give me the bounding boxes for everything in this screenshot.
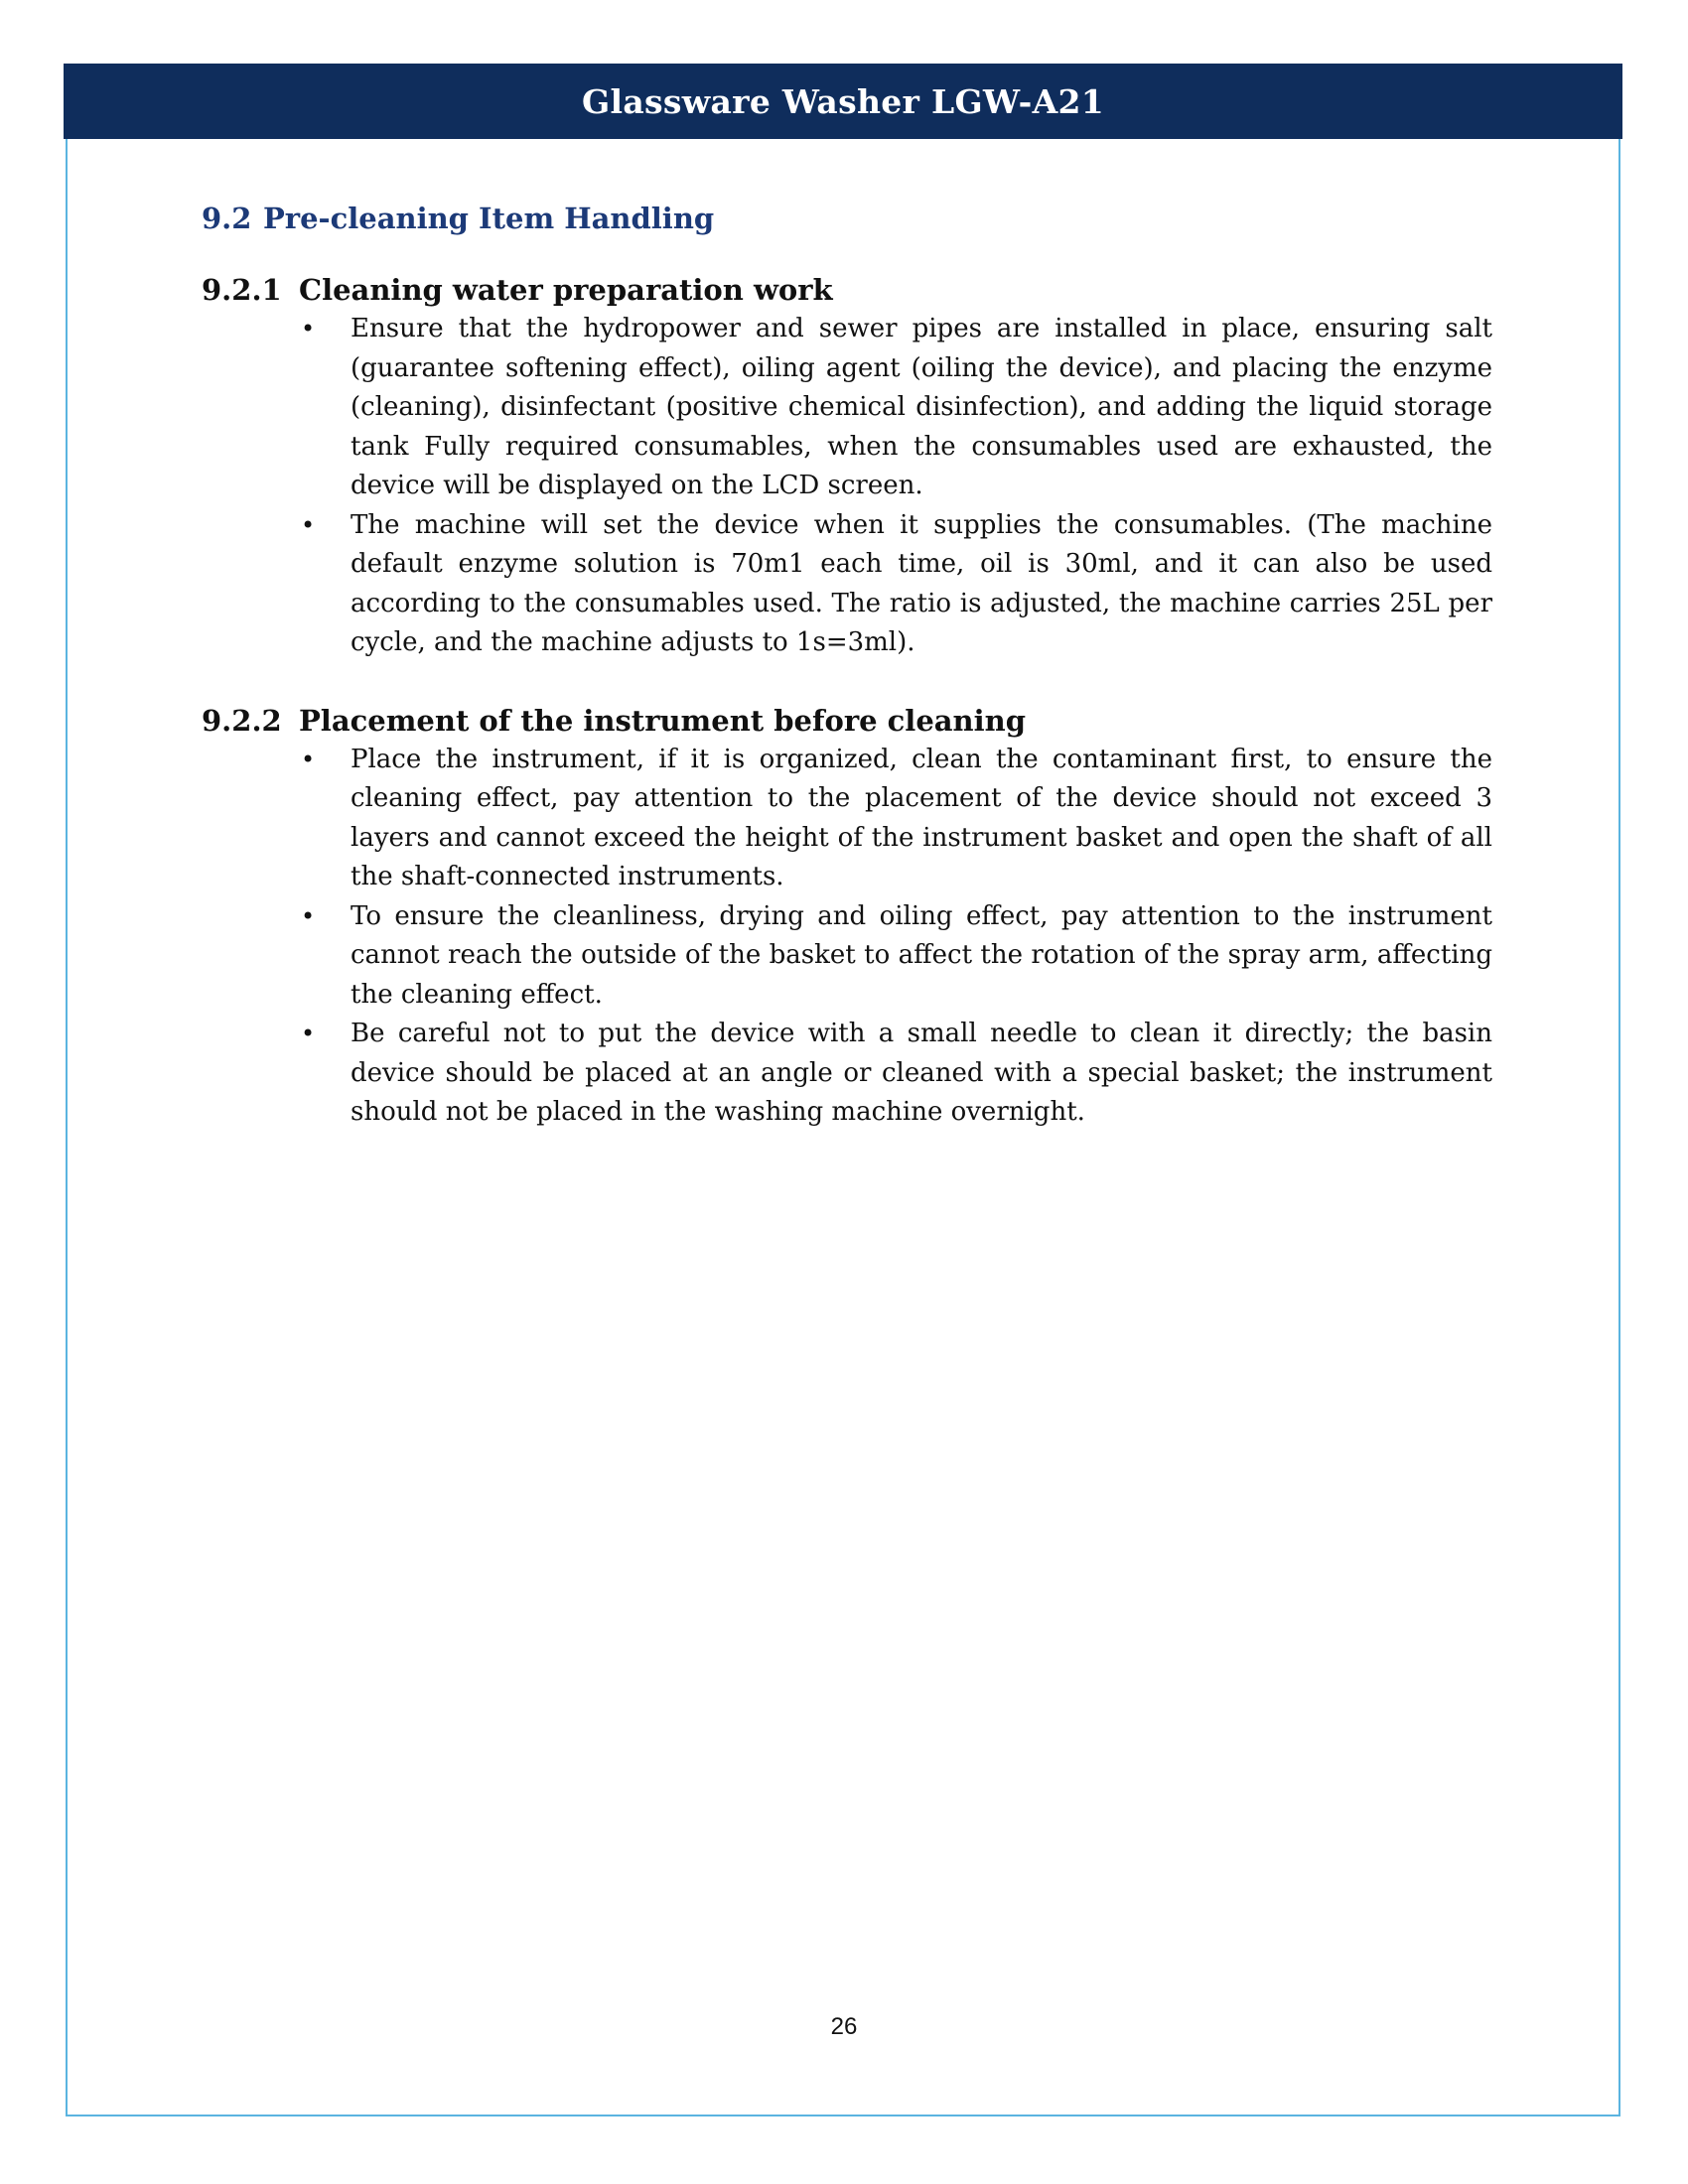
bullet-icon: • [301, 1020, 316, 1047]
list-item-text: Be careful not to put the device with a small needle to clean it directly; the basin device should be placed at an angle or cleaned with a special basket; the instrument should not be placed in the washing machine overnight. [351, 1019, 1492, 1127]
subsection-heading [202, 701, 1492, 741]
subsection-title: Cleaning water preparation work [299, 273, 833, 307]
list-item [301, 741, 1492, 897]
list-item-text: Place the instrument, if it is organized, clean the contaminant first, to ensure the cleaning effect, pay attention to the placement of the device should not exceed 3 layers and cannot exceed the height of the instrument basket and open the shaft of all the shaft-connected instruments. [351, 744, 1492, 891]
list-item [301, 1015, 1492, 1133]
list-item-text: To ensure the cleanliness, drying and oiling effect, pay attention to the instrument cannot reach the outside of the basket to affect the rotation of the spray arm, affecting the cleaning effect. [351, 900, 1492, 1010]
document-title: Glassware Washer LGW-A21 [582, 81, 1104, 121]
section-number: 9.2 [202, 202, 252, 235]
page-number: 26 [830, 2013, 858, 2040]
bullet-list [202, 741, 1492, 1133]
subsection-number: 9.2.2 [202, 703, 282, 738]
list-item-text: The machine will set the device when it supplies the consumables. (The machine default enzyme solution is 70m1 each time, oil is 30ml, and it can also be used according to the consumables used. The ratio is adjusted, the machine carries 25L per cycle, and the machine adjusts to 1s=3ml). [351, 509, 1492, 657]
subsection-instrument-placement [202, 701, 1492, 1133]
list-item [301, 897, 1492, 1016]
bullet-icon: • [301, 510, 316, 539]
bullet-icon: • [301, 901, 316, 930]
bullet-icon: • [301, 745, 316, 773]
page-content [202, 197, 1492, 1170]
subsection-title: Placement of the instrument before cleaning [299, 703, 1027, 738]
list-item [301, 506, 1492, 663]
section-title: Pre-cleaning Item Handling [263, 202, 715, 235]
subsection-cleaning-water [202, 270, 1492, 663]
bullet-icon: • [301, 315, 316, 342]
subsection-number: 9.2.1 [202, 273, 282, 307]
list-item-text: Ensure that the hydropower and sewer pipes are installed in place, ensuring salt (guarantee softening effect), oiling agent (oiling the device), and placing the enzyme (cleaning), disinfectant (positive chemical disinfection), and adding the liquid storage tank Fully required consumables, when the consumables used are exhausted, the device will be displayed on the LCD screen. [351, 314, 1492, 500]
subsection-heading [202, 270, 1492, 310]
list-item [301, 310, 1492, 506]
document-header [64, 64, 1622, 139]
bullet-list [202, 310, 1492, 663]
section-heading [202, 197, 1492, 240]
